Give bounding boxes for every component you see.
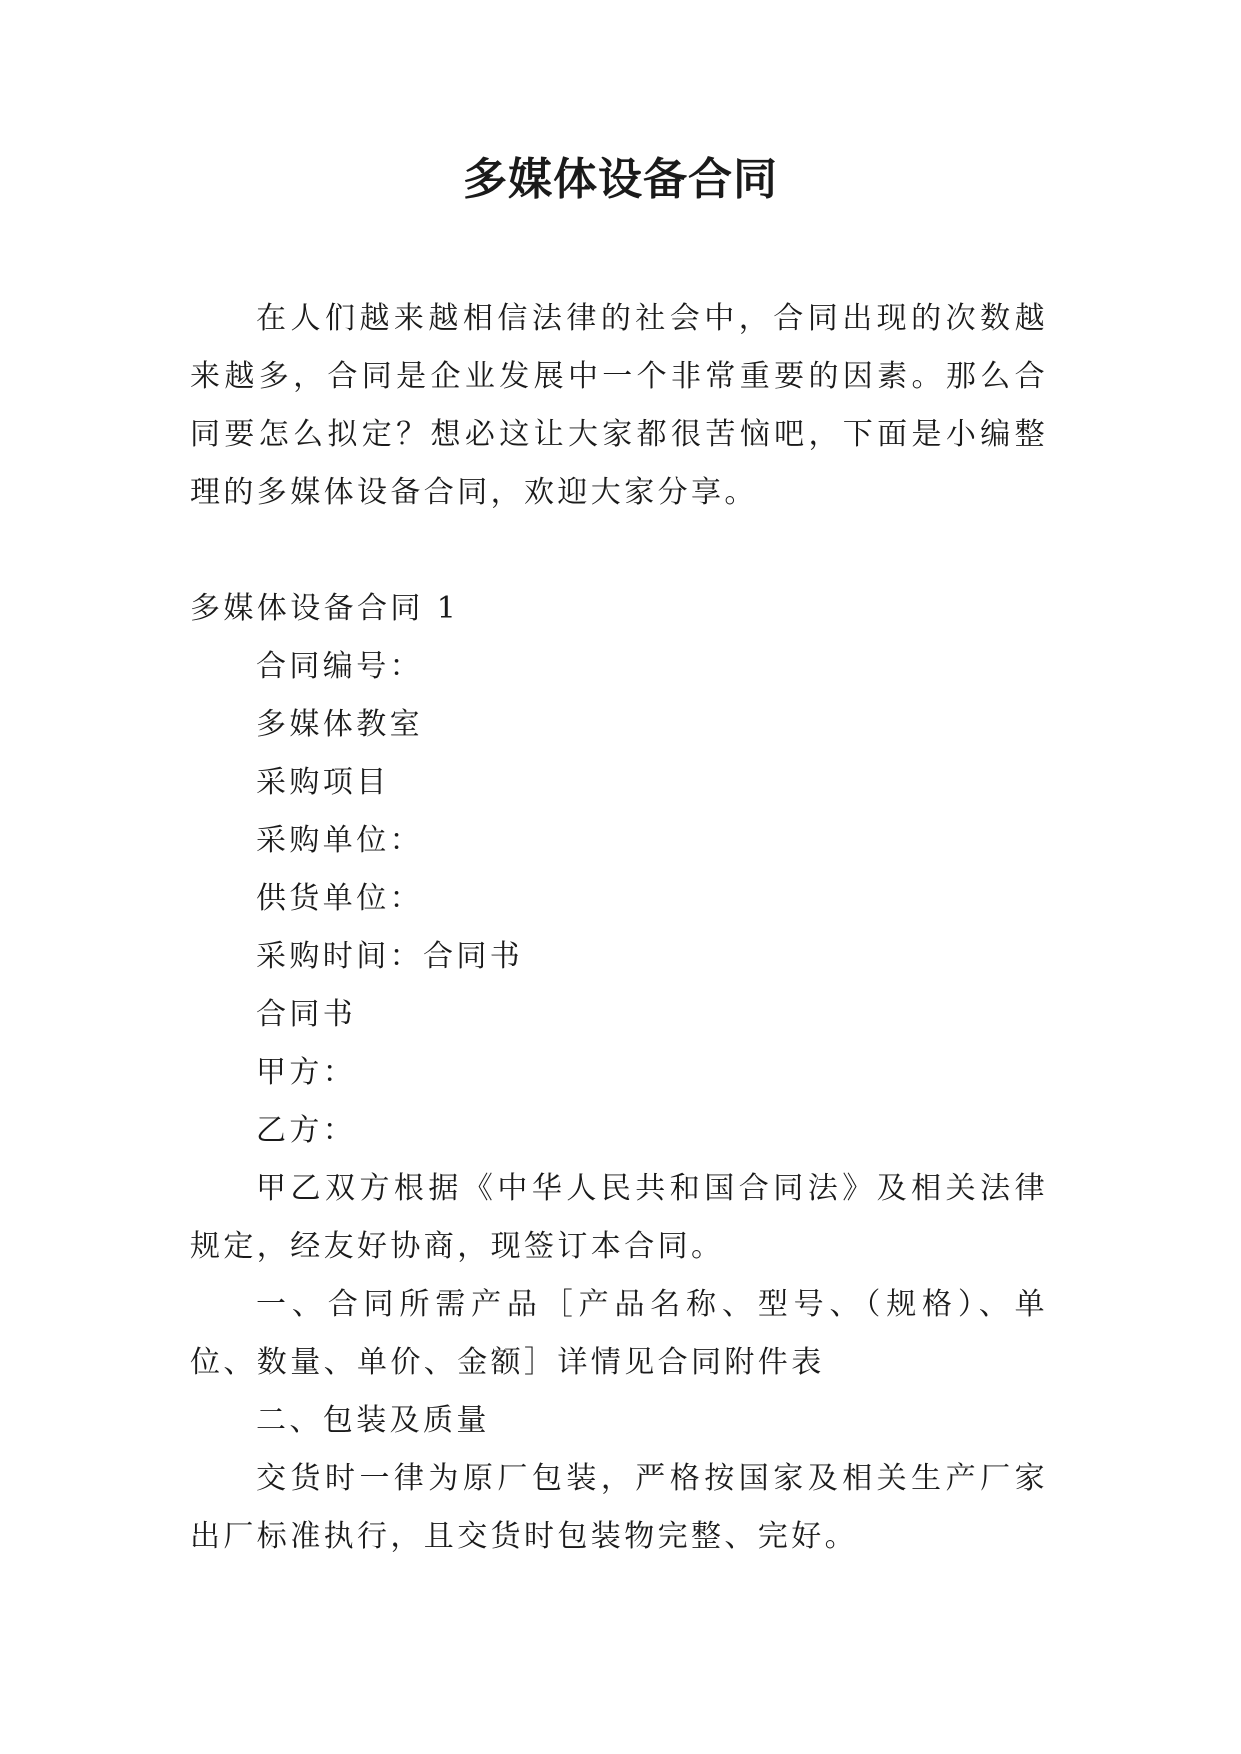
clause-1-paragraph: 一、合同所需产品［产品名称、型号、（规格）、单位、数量、单价、金额］详情见合同附件表: [190, 1287, 1048, 1380]
clause-2-paragraph: 交货时一律为原厂包装，严格按国家及相关生产厂家出厂标准执行，且交货时包装物完整、完好。: [190, 1461, 1048, 1554]
purchaser-line: 采购单位：: [256, 823, 423, 858]
supplier-line: 供货单位：: [256, 881, 423, 916]
contract-book-line: 合同书: [256, 997, 357, 1032]
contract-number-line: 合同编号：: [256, 649, 423, 684]
classroom-line: 多媒体教室: [256, 707, 423, 742]
intro-paragraph: 在人们越来越相信法律的社会中，合同出现的次数越来越多，合同是企业发展中一个非常重要的因素。那么合同要怎么拟定？想必这让大家都很苦恼吧，下面是小编整理的多媒体设备合同，欢迎大家分享。: [190, 301, 1048, 510]
clause-basis-paragraph: 甲乙双方根据《中华人民共和国合同法》及相关法律规定，经友好协商，现签订本合同。: [190, 1171, 1048, 1264]
section-heading: 多媒体设备合同 1: [190, 591, 460, 626]
party-b-line: 乙方：: [256, 1113, 357, 1148]
clause-2-heading: 二、包装及质量: [256, 1403, 490, 1438]
procurement-time-line: 采购时间：合同书: [256, 939, 524, 974]
document-title: 多媒体设备合同: [463, 154, 778, 205]
procurement-item-line: 采购项目: [256, 765, 390, 800]
document-body: [190, 290, 1048, 1566]
party-a-line: 甲方：: [256, 1055, 357, 1090]
